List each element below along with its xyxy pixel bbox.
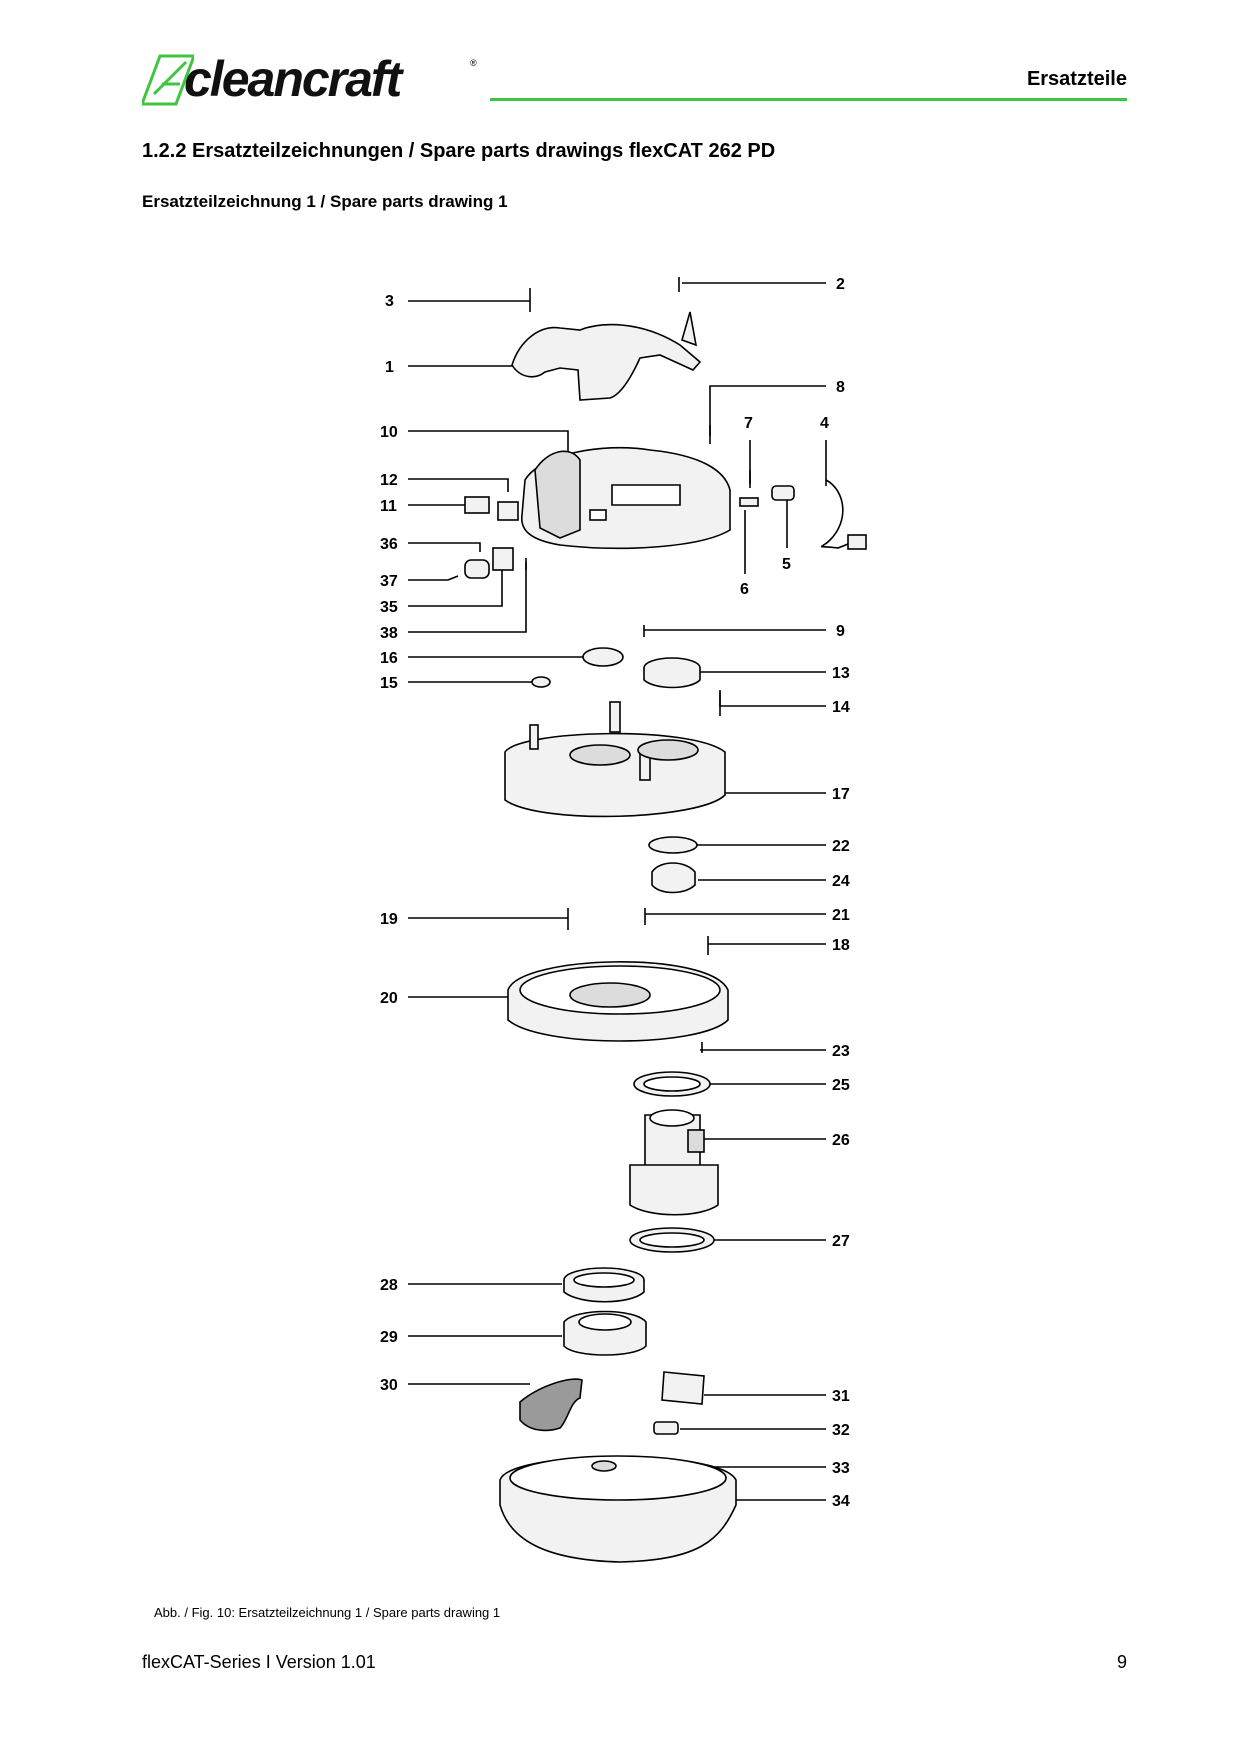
callout-4: 4	[820, 415, 829, 432]
callout-34: 34	[832, 1493, 850, 1510]
callout-6: 6	[740, 581, 749, 598]
callout-23: 23	[832, 1043, 850, 1060]
callout-9: 9	[836, 623, 845, 640]
brand-name: cleancraft	[184, 51, 401, 107]
callout-18: 18	[832, 937, 850, 954]
figure-caption: Abb. / Fig. 10: Ersatzteilzeichnung 1 / Spare parts drawing 1	[154, 1605, 501, 1620]
callout-38: 38	[380, 625, 398, 642]
footer-version: flexCAT-Series I Version 1.01	[142, 1652, 376, 1672]
callout-24: 24	[832, 873, 850, 890]
callout-17: 17	[832, 786, 850, 803]
part-shapes	[448, 277, 866, 1562]
callout-19: 19	[380, 911, 398, 928]
callout-10: 10	[380, 424, 398, 441]
callout-27: 27	[832, 1233, 850, 1250]
callout-28: 28	[380, 1277, 398, 1294]
callout-36: 36	[380, 536, 398, 553]
callout-14: 14	[832, 699, 850, 716]
callout-2: 2	[836, 276, 845, 293]
registered-mark: ®	[470, 58, 477, 68]
drawing-title: Ersatzteilzeichnung 1 / Spare parts drawing 1	[142, 192, 508, 211]
callout-21: 21	[832, 907, 850, 924]
callout-22: 22	[832, 838, 850, 855]
callouts-left	[380, 293, 398, 1394]
callout-16: 16	[380, 650, 398, 667]
callout-3: 3	[385, 293, 394, 310]
callout-37: 37	[380, 573, 398, 590]
callout-15: 15	[380, 675, 398, 692]
callout-32: 32	[832, 1422, 850, 1439]
callout-29: 29	[380, 1329, 398, 1346]
callouts-right	[740, 276, 850, 1510]
callout-11: 11	[380, 498, 397, 515]
callout-20: 20	[380, 990, 398, 1007]
page-number: 9	[1116, 1652, 1127, 1672]
callout-7: 7	[744, 415, 753, 432]
callout-1: 1	[385, 359, 394, 376]
callout-33: 33	[832, 1460, 850, 1477]
callout-5: 5	[782, 556, 791, 573]
section-title: 1.2.2 Ersatzteilzeichnungen / Spare parts drawings flexCAT 262 PD	[142, 140, 776, 162]
callout-25: 25	[832, 1077, 850, 1094]
callout-31: 31	[832, 1388, 850, 1405]
callout-35: 35	[380, 599, 398, 616]
callout-8: 8	[836, 379, 845, 396]
callout-26: 26	[832, 1132, 850, 1149]
callout-30: 30	[380, 1377, 398, 1394]
callout-13: 13	[832, 665, 850, 682]
header-section-label: Ersatzteile	[1026, 68, 1127, 90]
callout-12: 12	[380, 472, 398, 489]
